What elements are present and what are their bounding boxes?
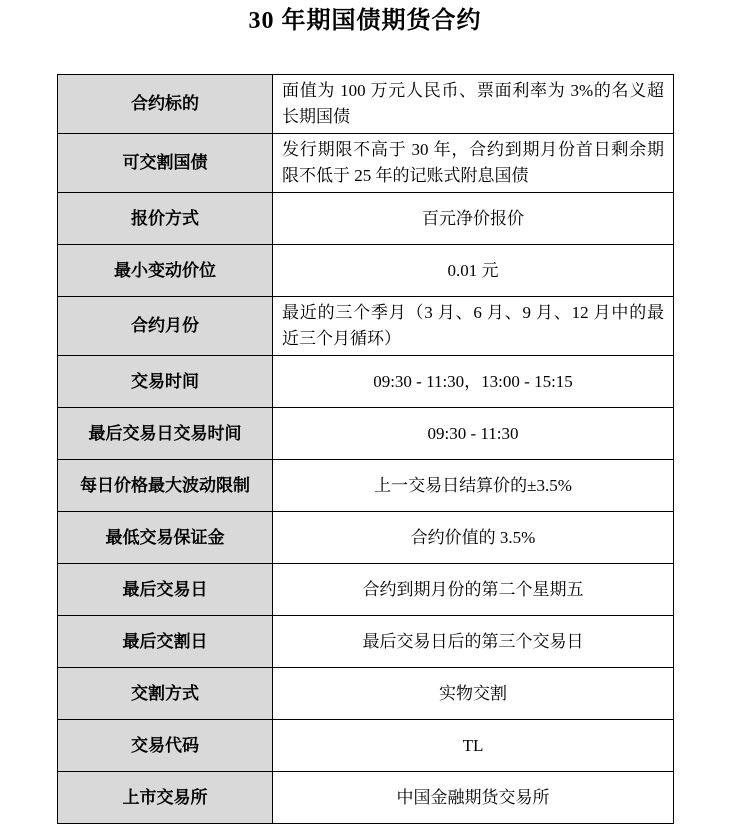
row-label: 交易时间	[58, 356, 273, 408]
row-value: 0.01 元	[273, 245, 674, 297]
table-row	[58, 297, 674, 356]
table-row	[58, 668, 674, 720]
row-label: 每日价格最大波动限制	[58, 460, 273, 512]
row-label: 最后交割日	[58, 616, 273, 668]
table-row	[58, 193, 674, 245]
row-label: 交割方式	[58, 668, 273, 720]
table-row	[58, 356, 674, 408]
row-label: 最低交易保证金	[58, 512, 273, 564]
row-label: 最后交易日	[58, 564, 273, 616]
table-row	[58, 616, 674, 668]
table-row	[58, 720, 674, 772]
document-page	[0, 4, 730, 824]
table-row	[58, 460, 674, 512]
table-row	[58, 245, 674, 297]
row-label: 上市交易所	[58, 772, 273, 824]
contract-table-body	[58, 75, 674, 824]
row-value: 上一交易日结算价的±3.5%	[273, 460, 674, 512]
page-title: 30 年期国债期货合约	[248, 8, 482, 34]
row-value: 发行期限不高于 30 年，合约到期月份首日剩余期限不低于 25 年的记账式附息国债	[273, 134, 674, 193]
row-value: 百元净价报价	[273, 193, 674, 245]
contract-spec-table	[57, 74, 674, 824]
row-value: TL	[273, 720, 674, 772]
row-label: 合约标的	[58, 75, 273, 134]
row-label: 最后交易日交易时间	[58, 408, 273, 460]
row-value: 合约价值的 3.5%	[273, 512, 674, 564]
row-label: 报价方式	[58, 193, 273, 245]
row-value: 最近的三个季月（3 月、6 月、9 月、12 月中的最近三个月循环）	[273, 297, 674, 356]
row-label: 最小变动价位	[58, 245, 273, 297]
row-value: 09:30 - 11:30，13:00 - 15:15	[273, 356, 674, 408]
row-value: 实物交割	[273, 668, 674, 720]
table-row	[58, 512, 674, 564]
row-label: 可交割国债	[58, 134, 273, 193]
table-row	[58, 134, 674, 193]
row-value: 中国金融期货交易所	[273, 772, 674, 824]
row-value: 面值为 100 万元人民币、票面利率为 3%的名义超长期国债	[273, 75, 674, 134]
row-label: 合约月份	[58, 297, 273, 356]
table-row	[58, 772, 674, 824]
row-value: 合约到期月份的第二个星期五	[273, 564, 674, 616]
row-label: 交易代码	[58, 720, 273, 772]
row-value: 09:30 - 11:30	[273, 408, 674, 460]
row-value: 最后交易日后的第三个交易日	[273, 616, 674, 668]
table-row	[58, 564, 674, 616]
table-row	[58, 75, 674, 134]
table-row	[58, 408, 674, 460]
